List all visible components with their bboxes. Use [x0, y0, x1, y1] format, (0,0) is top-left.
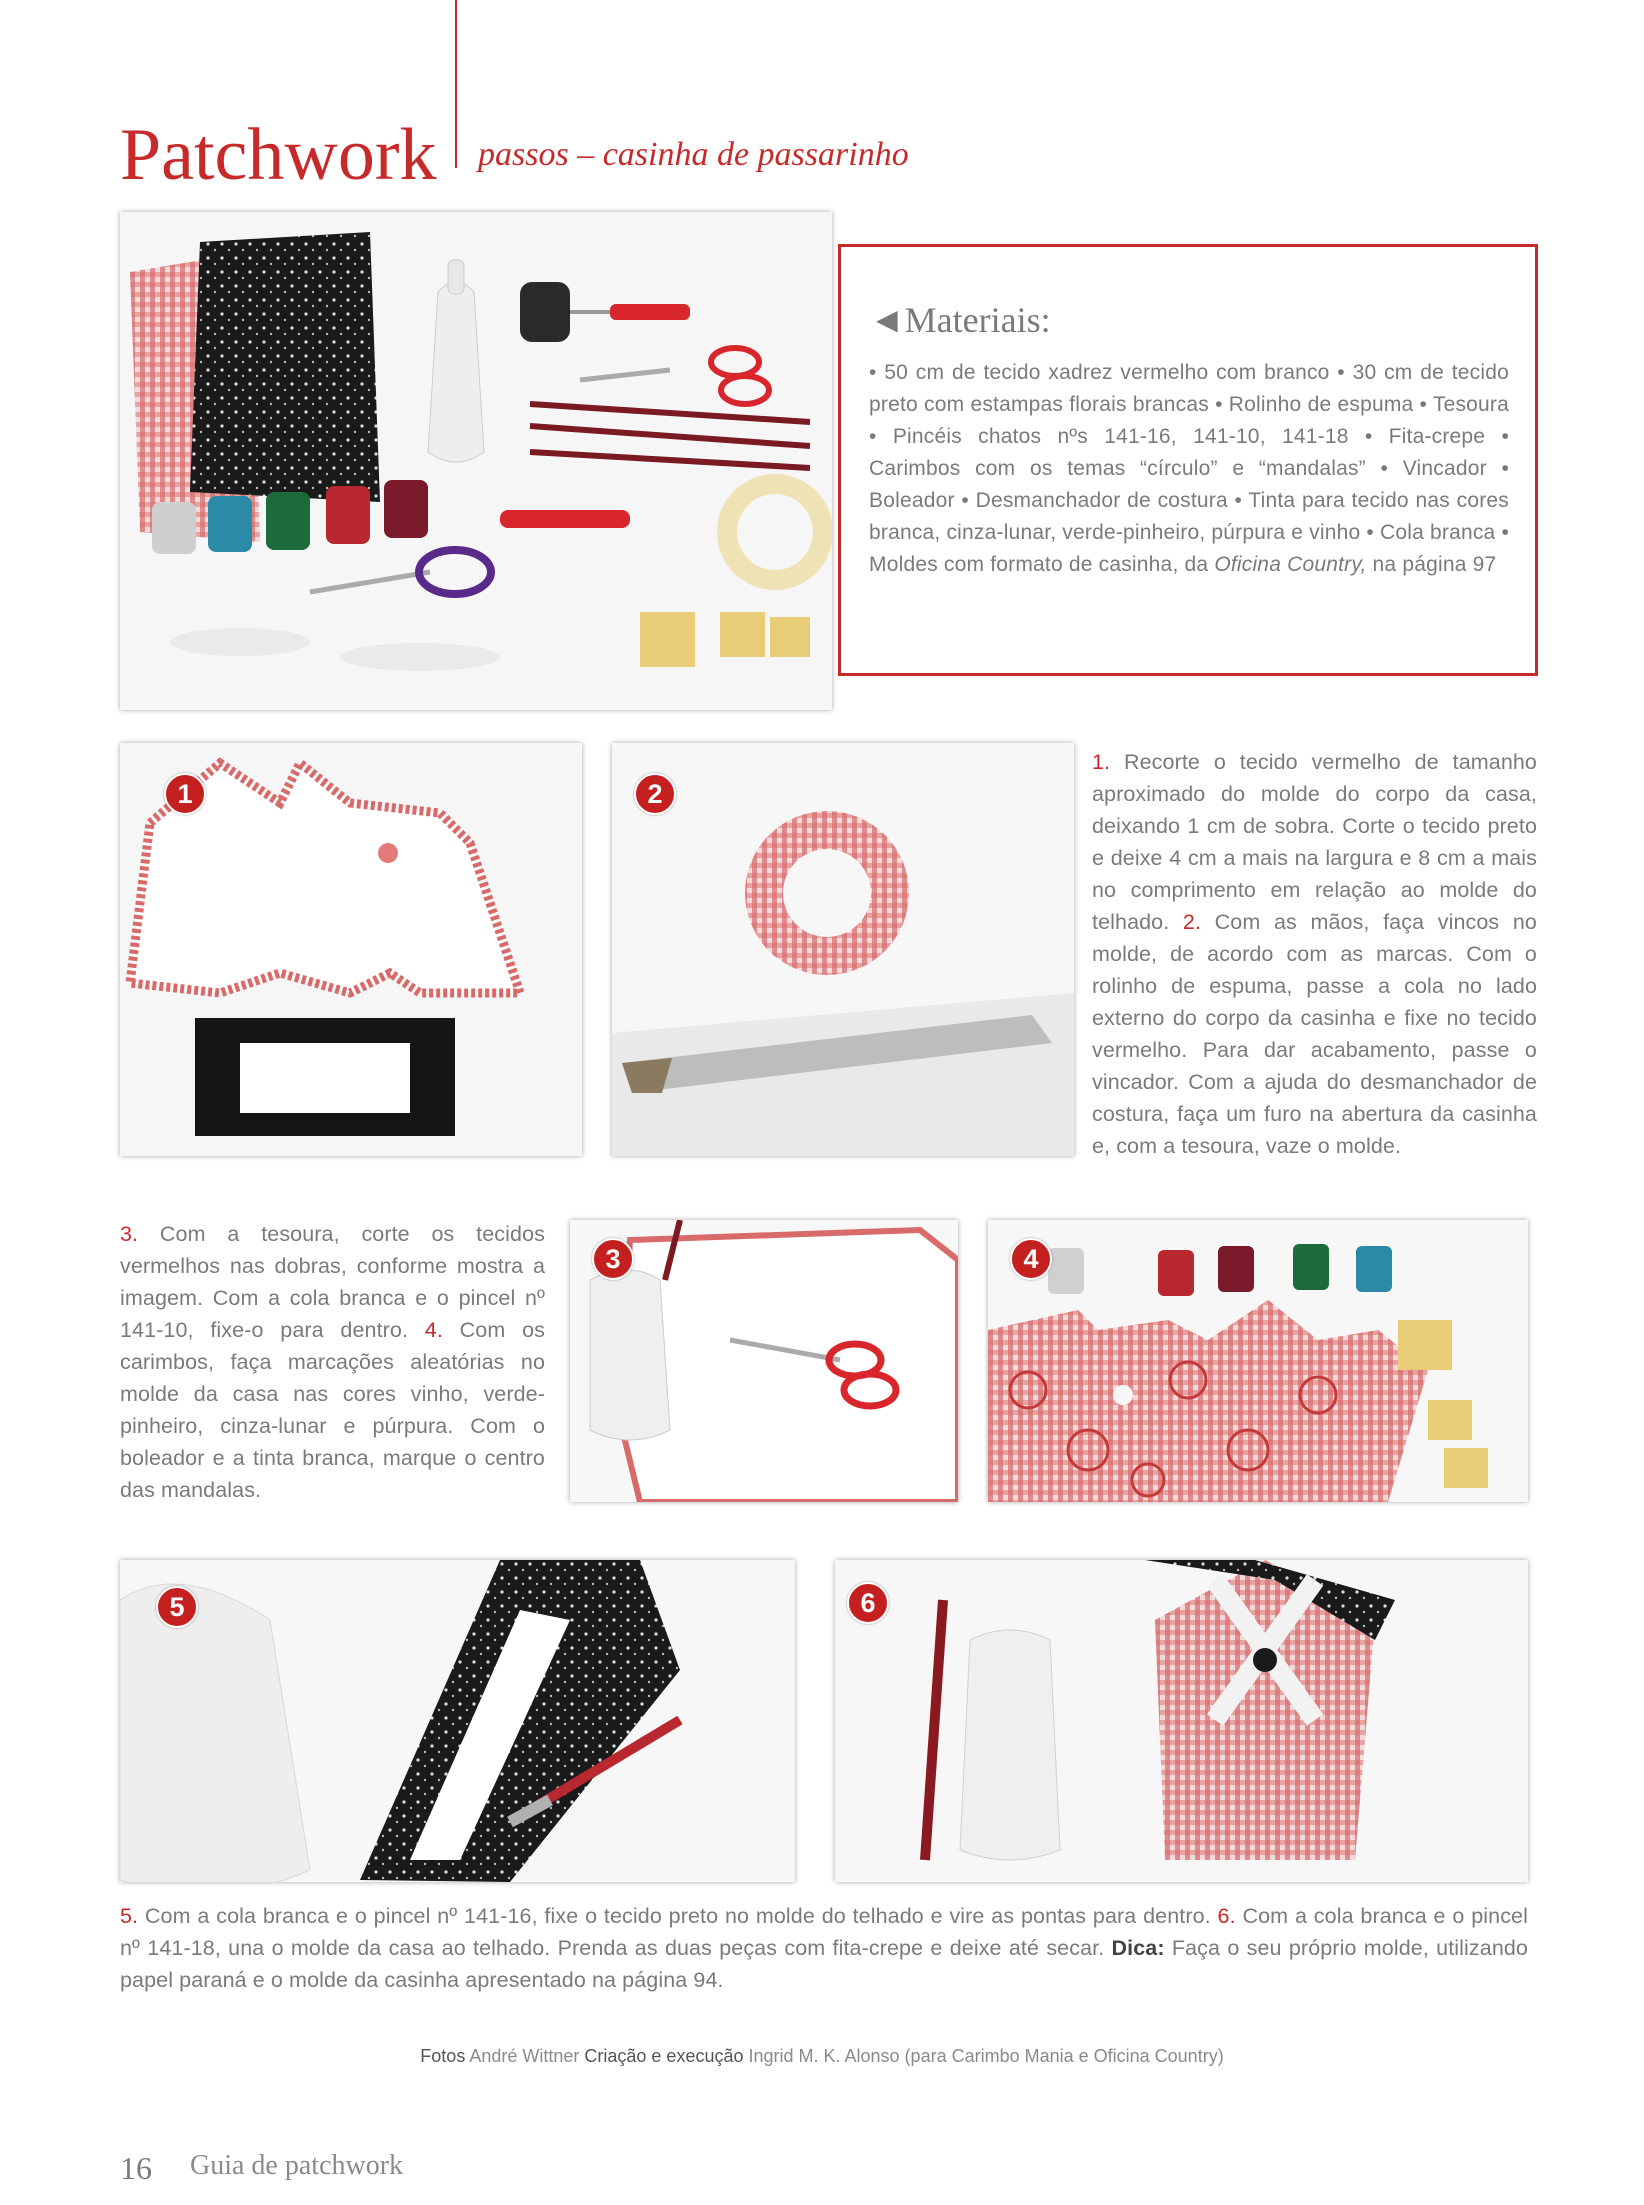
header-divider — [455, 0, 457, 168]
materials-illustration — [120, 212, 832, 710]
step-3-photo — [570, 1220, 958, 1502]
step-2-illustration — [612, 743, 1074, 1156]
step-4-badge: 4 — [1010, 1238, 1052, 1280]
step-6-illustration — [835, 1560, 1528, 1882]
steps-1-2-text — [1092, 746, 1537, 1162]
materials-page-ref: na página 97 — [1366, 553, 1497, 576]
step-4-illustration — [988, 1220, 1528, 1502]
steps-5-6-text — [120, 1900, 1528, 1996]
materials-text: • 50 cm de tecido xadrez vermelho com branco • 30 cm de tecido preto com estampas florais brancas • Rolinho de espuma • Tesoura • Pincéis chatos nºs 141-16, 141-10, 141-18 • Fita-crepe • Carimbos com os temas “círculo” e “mandalas” • Vincador • Boleador • Desmanchador de costura • Tinta para tecido nas cores branca, cinza-lunar, verde-pinheiro, púrpura e vinho • Cola branca • Moldes com formato de casinha, da — [869, 361, 1509, 576]
materials-source: Oficina Country, — [1214, 553, 1367, 576]
step-2-text: Com as mãos, faça vincos no molde, de acordo com as marcas. Com o rolinho de espuma, passe a cola no lado externo do corpo da casinha e fixe no tecido vermelho. Para dar acabamento, passe o vincador. Com a ajuda do desmanchador de costura, faça um furo na abertura da casinha e, com a tesoura, vaze o molde. — [1092, 910, 1537, 1158]
step-5-photo — [120, 1560, 795, 1882]
step-1-badge: 1 — [164, 773, 206, 815]
tip-label: Dica: — [1111, 1936, 1165, 1960]
step-4-photo — [988, 1220, 1528, 1502]
materials-photo — [120, 212, 832, 710]
photos-label: Fotos — [420, 2046, 466, 2066]
step-6-photo — [835, 1560, 1528, 1882]
creator: Ingrid M. K. Alonso (para Carimbo Mania e Oficina Country) — [743, 2046, 1224, 2066]
creation-label: Criação e execução — [584, 2046, 744, 2066]
step-3-text: Com a tesoura, corte os tecidos vermelhos nas dobras, conforme mostra a imagem. Com a cola branca e o pincel nº 141-10, fixe-o para dentro. — [120, 1222, 545, 1342]
page-number: 16 — [120, 2150, 152, 2186]
step-5-number: 5. — [120, 1904, 139, 1928]
materials-list — [869, 357, 1509, 581]
step-2-photo — [612, 743, 1074, 1156]
page-title: Patchwork — [120, 114, 437, 196]
step-1-number: 1. — [1092, 750, 1111, 774]
photographer: André Wittner — [465, 2046, 585, 2066]
tip-text: Faça o seu próprio molde, utilizando papel paraná e o molde da casinha apresentado na página 94. — [120, 1936, 1528, 1992]
step-1-text: Recorte o tecido vermelho de tamanho aproximado do molde do corpo da casa, deixando 1 cm de sobra. Corte o tecido preto e deixe 4 cm a mais na largura e 8 cm a mais no comprimento em relação ao molde do telhado. — [1092, 750, 1537, 934]
page-subtitle: passos – casinha de passarinho — [478, 136, 909, 173]
photo-credits — [0, 2046, 1644, 2067]
step-2-number: 2. — [1182, 910, 1202, 934]
step-3-number: 3. — [120, 1222, 139, 1246]
step-2-badge: 2 — [634, 773, 676, 815]
materials-box — [838, 244, 1538, 676]
steps-3-4-text — [120, 1218, 545, 1506]
step-6-badge: 6 — [847, 1582, 889, 1624]
step-5-badge: 5 — [156, 1586, 198, 1628]
publication-name: Guia de patchwork — [190, 2150, 404, 2181]
step-5-text: Com a cola branca e o pincel nº 141-16, fixe o tecido preto no molde do telhado e vire as pontas para dentro. — [138, 1904, 1218, 1928]
step-3-badge: 3 — [592, 1238, 634, 1280]
step-6-number: 6. — [1217, 1904, 1236, 1928]
step-6-text: Com a cola branca e o pincel nº 141-18, una o molde da casa ao telhado. Prenda as duas peças com fita-crepe e deixe até secar. — [120, 1904, 1528, 1960]
step-4-number: 4. — [424, 1318, 443, 1342]
step-5-illustration — [120, 1560, 795, 1882]
materials-heading: ◄Materiais: — [869, 300, 1051, 340]
step-1-photo — [120, 743, 582, 1156]
step-4-text: Com os carimbos, faça marcações aleatórias no molde da casa nas cores vinho, verde-pinheiro, cinza-lunar e púrpura. Com o boleador e a tinta branca, marque o centro das mandalas. — [120, 1318, 546, 1502]
